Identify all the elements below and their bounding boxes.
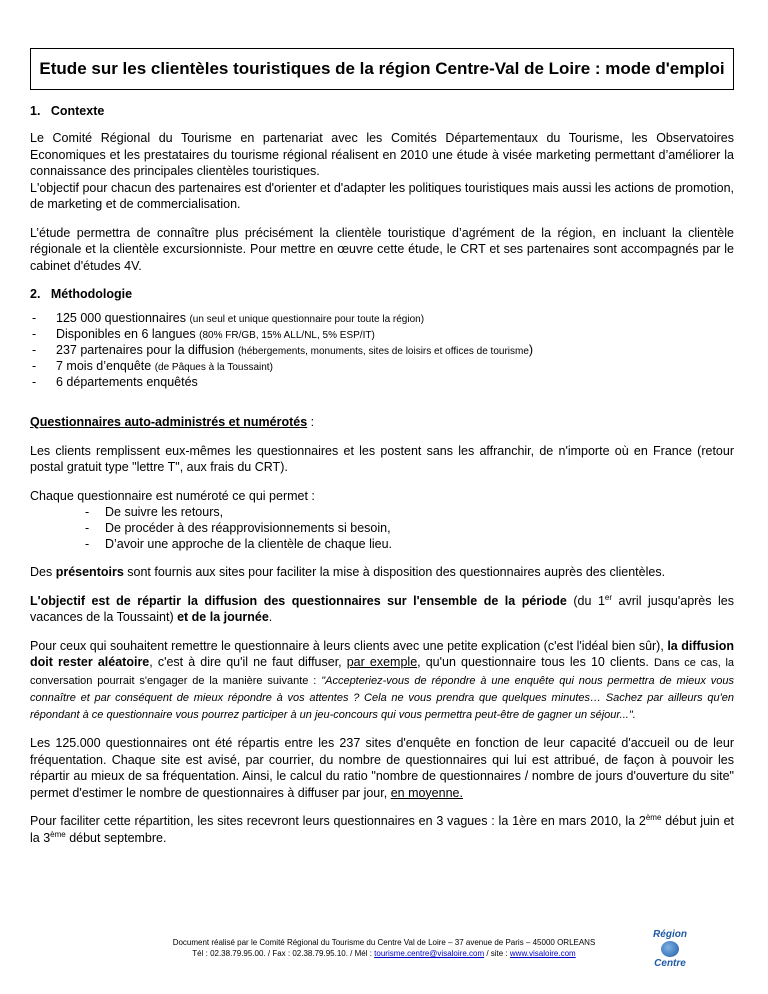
document-page (30, 48, 734, 846)
list-item: - 237 partenaires pour la diffusion (hébergements, monuments, sites de loisirs et offices de tourisme) (30, 343, 734, 359)
paragraph-presentoirs: Des présentoirs sont fournis aux sites pour faciliter la mise à disposition des questionnaires auprès des clientèles. (30, 565, 666, 579)
methodology-list (30, 311, 734, 389)
logo-mark-icon (661, 941, 679, 957)
paragraph-numerote: Chaque questionnaire est numéroté ce qui permet : (30, 488, 315, 503)
contexte-paragraph-3: L’étude permettra de connaître plus précisément la clientèle touristique d’agrément de la région, en incluant la clientèle régionale et la clientèle excursionniste. Pour mettre en œuvre cette étude, le CRT et ses partenaires sont accompagnés par le cabinet d'études 4V. (30, 225, 734, 273)
list-item: - 6 départements enquêtés (30, 375, 734, 389)
paragraph-objectif: L'objectif est de répartir la diffusion des questionnaires sur l'ensemble de la période (du 1er avril jusqu'après les vacances de la Toussaint) et de la journée. (30, 592, 734, 624)
list-item: - D’avoir une approche de la clientèle de chaque lieu. (30, 536, 734, 552)
list-item: - De procéder à des réapprovisionnements si besoin, (30, 520, 734, 536)
heading-methodologie: 2. Méthodologie (30, 287, 133, 301)
list-item: - De suivre les retours, (30, 504, 734, 520)
heading-contexte: 1. Contexte (30, 104, 105, 118)
paragraph-aleatoire: Pour ceux qui souhaitent remettre le questionnaire à leurs clients avec une petite explication (c'est l'idéal bien sûr), la diffusion doit rester aléatoire, c'est à dire qu'il ne faut diffuser, par exemple, qu'un questionnaire tous les 10 clients. Dans ce cas, la conversation pourrait s'engager de la manière suivante : "Accepteriez-vous de répondre à une enquête qui nous permettra de mieux vous connaître et par conséquent de mieux répondre à vos attentes ? Cela ne vous prendra que quelques minutes… Sachez par ailleurs qu'en répondant à ce questionnaire vous pourrez participer à un jeu-concours qui vous permettra peut-être de gagner un séjour...". (30, 638, 735, 721)
logo-text-bottom: Centre (654, 958, 686, 969)
email-link[interactable]: tourisme.centre@visaloire.com (374, 949, 485, 958)
document-title (30, 48, 734, 90)
footer-contact: Tél : 02.38.79.95.00. / Fax : 02.38.79.95.10. / Mél : tourisme.centre@visaloire.com / site : www.visaloire.com (192, 949, 576, 958)
paragraph-clients: Les clients remplissent eux-mêmes les questionnaires et les postent sans les affranchir, de n'importe où en France (retour postal gratuit type "lettre T", aux frais du CRT). (30, 443, 734, 474)
footer-address: Document réalisé par le Comité Régional du Tourisme du Centre Val de Loire – 37 avenue de Paris – 45000 ORLEANS (172, 938, 596, 947)
paragraph-repartition: Les 125.000 questionnaires ont été répartis entre les 237 sites d'enquête en fonction de leur capacité d'accueil ou de leur fréquentation. Chaque site est avisé, par courrier, du nombre de questionnaires qui lui est attribué, de façon à pouvoir les répartir au mieux de sa fréquentation. Ainsi, le calcul du ratio "nombre de questionnaires / nombre de jours d'ouverture du site" permet d'estimer le nombre de questionnaires à diffuser par jour, en moyenne. (30, 736, 734, 800)
list-item: - 125 000 questionnaires (un seul et unique questionnaire pour toute la région) (30, 311, 734, 327)
paragraph-vagues: Pour faciliter cette répartition, les sites recevront leurs questionnaires en 3 vagues : la 1ère en mars 2010, la 2ème début juin et la 3ème début septembre. (30, 812, 734, 845)
contexte-paragraph-2: L'objectif pour chacun des partenaires est d'orienter et d'adapter les politiques touristiques mais aussi les actions de promotion, de marketing et de commercialisation. (30, 180, 734, 211)
website-link[interactable]: www.visaloire.com (509, 949, 576, 958)
numerote-list (30, 504, 734, 552)
contexte-paragraph-1: Le Comité Régional du Tourisme en partenariat avec les Comités Départementaux du Tourisme, les Observatoires Economiques et les prestataires du tourisme régional réalisent en 2010 une étude à visée marketing permettant d’améliorer la connaissance des principales clientèles touristiques. (30, 131, 734, 178)
heading-questionnaires: Questionnaires auto-administrés et numérotés : (30, 415, 315, 429)
list-item: - Disponibles en 6 langues (80% FR/GB, 15% ALL/NL, 5% ESP/IT) (30, 327, 734, 343)
title-text: Etude sur les clientèles touristiques de la région Centre-Val de Loire : mode d'emploi (39, 59, 725, 78)
quote-text: "Accepteriez-vous de répondre à une enquête qui nous permettra de mieux vous connaître et par conséquent de mieux répondre à vos attentes ? Cela ne vous prendra que quelques minutes… Sachez par ailleurs qu'en répondant à ce questionnaire vous pourrez participer à un jeu-concours qui vous permettra peut-être de gagner un séjour...". (30, 674, 735, 721)
logo-text-top: Région (653, 929, 687, 940)
region-centre-logo (650, 929, 690, 977)
list-item: - 7 mois d’enquête (de Pâques à la Toussaint) (30, 359, 734, 375)
